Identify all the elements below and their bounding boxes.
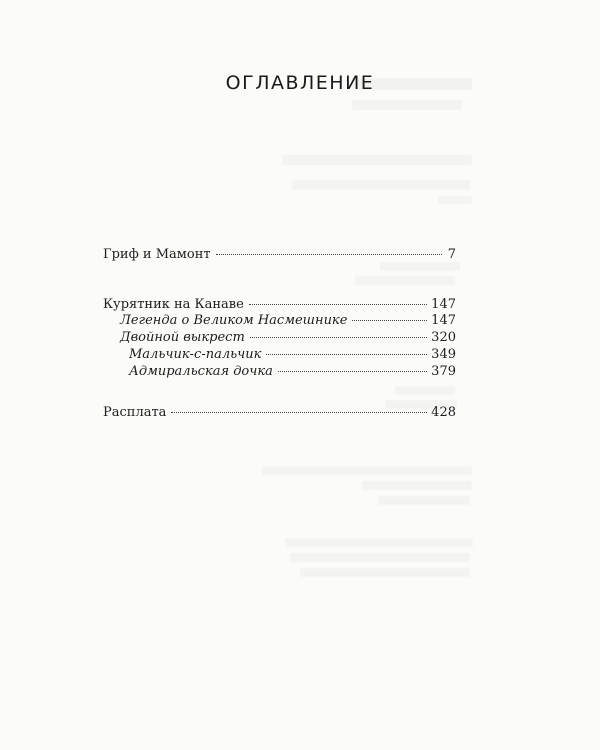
page-title: ОГЛАВЛЕНИЕ xyxy=(225,72,375,94)
toc-entry-page: 349 xyxy=(431,347,456,362)
bleed-through-13 xyxy=(285,538,473,547)
toc-entry-page: 379 xyxy=(431,364,456,379)
toc-entry[interactable] xyxy=(103,246,456,264)
leader-dots xyxy=(216,254,442,255)
bleed-through-3 xyxy=(282,155,472,165)
toc-entry-label: Двойной выкрест xyxy=(120,330,245,345)
bleed-through-12 xyxy=(378,496,470,505)
toc-entry[interactable] xyxy=(103,404,456,422)
bleed-through-14 xyxy=(290,553,470,562)
toc-entry-label: Курятник на Канаве xyxy=(103,297,244,312)
toc-entry-page: 147 xyxy=(431,313,456,328)
toc-entry-page: 428 xyxy=(431,405,456,420)
toc-subentry[interactable] xyxy=(120,329,456,347)
bleed-through-5 xyxy=(438,196,472,204)
toc-entry-label: Гриф и Мамонт xyxy=(103,247,211,262)
toc-subentry[interactable] xyxy=(129,363,456,381)
toc-entry-label: Расплата xyxy=(103,405,167,420)
leader-dots xyxy=(278,371,427,372)
toc-entry-page: 147 xyxy=(431,297,456,312)
bleed-through-15 xyxy=(300,568,470,577)
toc-entry-page: 320 xyxy=(431,330,456,345)
bleed-through-7 xyxy=(355,276,455,285)
toc-entry-page: 7 xyxy=(447,247,456,262)
bleed-through-4 xyxy=(292,180,470,190)
bleed-through-10 xyxy=(262,466,472,475)
leader-dots xyxy=(352,320,427,321)
leader-dots xyxy=(266,354,427,355)
toc-entry-label: Легенда о Великом Насмешнике xyxy=(120,313,348,328)
bleed-through-2 xyxy=(352,100,462,110)
leader-dots xyxy=(250,337,427,338)
leader-dots xyxy=(171,412,427,413)
leader-dots xyxy=(249,304,427,305)
toc-entry-label: Мальчик-с-пальчик xyxy=(129,347,262,362)
toc-subentry[interactable] xyxy=(120,312,456,330)
toc-subentry[interactable] xyxy=(129,346,456,364)
toc-entry-label: Адмиральская дочка xyxy=(129,364,273,379)
bleed-through-11 xyxy=(362,481,472,490)
bleed-through-8 xyxy=(395,386,455,395)
